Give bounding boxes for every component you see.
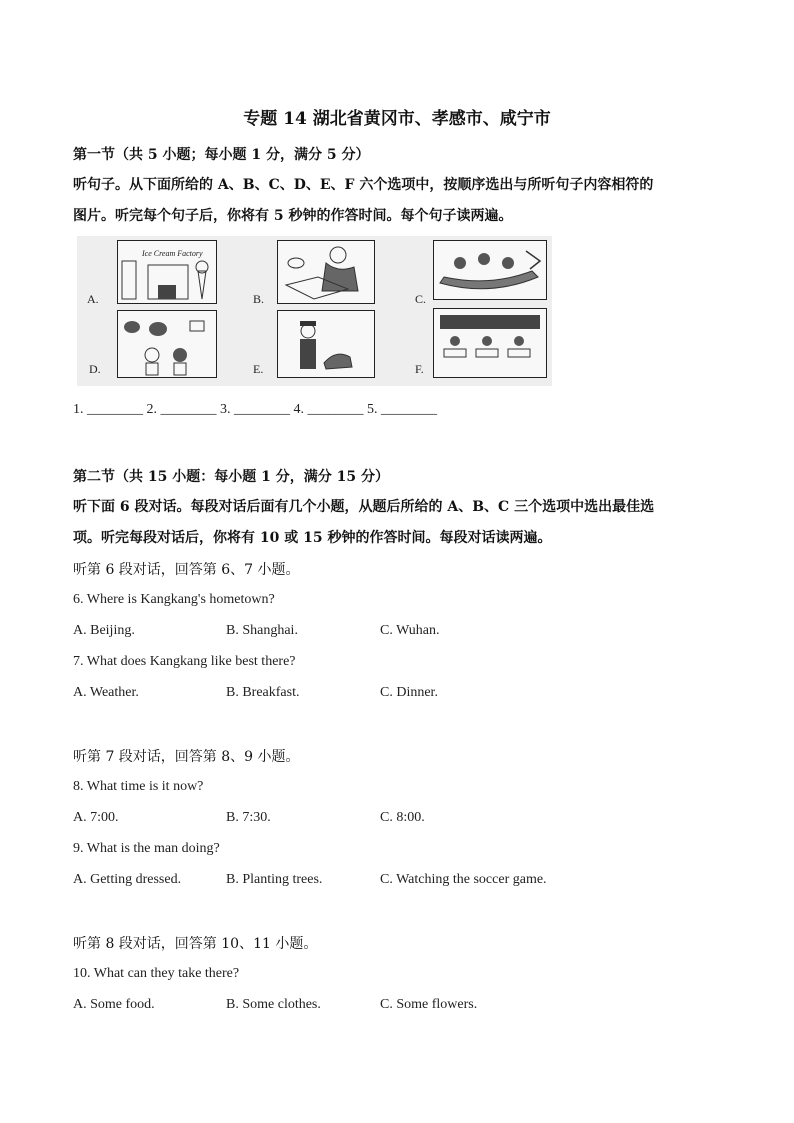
figure-label-c: C. [415, 292, 427, 306]
question-9-option-a: A. Getting dressed. [73, 872, 182, 887]
dialogue-8-intro: 听第 8 段对话，回答第 10、11 小题。 [73, 936, 318, 952]
page-title: 专题 14 湖北省黄冈市、孝感市、咸宁市 [243, 109, 551, 129]
policeman-dog-illustration [278, 311, 374, 377]
picture-e-policeman-dog [277, 310, 375, 378]
question-9-option-c: C. Watching the soccer game. [380, 872, 547, 887]
figure-label-e: E. [253, 362, 264, 376]
section2-instructions-line1: 听下面 6 段对话。每段对话后面有几个小题，从题后所给的 A、B、C 三个选项中选出最佳选 [73, 499, 655, 515]
question-9: 9. What is the man doing? [73, 841, 220, 856]
dialogue-7-intro: 听第 7 段对话，回答第 8、9 小题。 [73, 749, 300, 765]
question-10-option-a: A. Some food. [73, 997, 155, 1012]
figure-label-f: F. [415, 362, 424, 376]
woman-cooking-illustration [278, 241, 374, 303]
question-7-option-a: A. Weather. [73, 685, 139, 700]
question-8-option-b: B. 7:30. [226, 810, 271, 825]
dragon-boat-illustration [434, 241, 546, 299]
question-10: 10. What can they take there? [73, 966, 240, 981]
question-9-option-b: B. Planting trees. [226, 872, 323, 887]
question-6-option-b: B. Shanghai. [226, 623, 298, 638]
question-8-option-a: A. 7:00. [73, 810, 119, 825]
ice-cream-factory-sign: Ice Cream Factory [142, 249, 203, 258]
question-7-option-b: B. Breakfast. [226, 685, 300, 700]
question-6-option-a: A. Beijing. [73, 623, 135, 638]
question-10-option-b: B. Some clothes. [226, 997, 321, 1012]
picture-b-cooking [277, 240, 375, 304]
dialogue-6-intro: 听第 6 段对话，回答第 6、7 小题。 [73, 562, 300, 578]
section1-heading: 第一节（共 5 小题；每小题 1 分，满分 5 分） [73, 147, 370, 163]
figure-label-d: D. [89, 362, 101, 376]
listening-picture-set [77, 236, 552, 386]
section2-instructions-line2: 项。听完每段对话后，你将有 10 或 15 秒钟的作答时间。每段对话读两遍。 [73, 530, 552, 546]
figure-label-a: A. [87, 292, 99, 306]
question-8-option-c: C. 8:00. [380, 810, 425, 825]
picture-a-ice-cream-factory [117, 240, 217, 304]
section2-heading: 第二节（共 15 小题：每小题 1 分，满分 15 分） [73, 469, 389, 485]
question-10-option-c: C. Some flowers. [380, 997, 478, 1012]
question-6-option-c: C. Wuhan. [380, 623, 440, 638]
section1-instructions-line1: 听句子。从下面所给的 A、B、C、D、E、F 六个选项中，按顺序选出与所听句子内容相符的 [73, 177, 654, 193]
section1-answer-blanks: 1. ________ 2. ________ 3. ________ 4. ________ 5. ________ [73, 402, 437, 417]
picture-f-classroom [433, 308, 547, 378]
picture-c-dragon-boat [433, 240, 547, 300]
classroom-illustration [434, 309, 546, 377]
question-6: 6. Where is Kangkang's hometown? [73, 592, 275, 607]
question-8: 8. What time is it now? [73, 779, 204, 794]
lanterns-children-illustration [118, 311, 216, 377]
figure-label-b: B. [253, 292, 265, 306]
section1-instructions-line2: 图片。听完每个句子后，你将有 5 秒钟的作答时间。每个句子读两遍。 [73, 208, 513, 224]
picture-d-lanterns [117, 310, 217, 378]
question-7: 7. What does Kangkang like best there? [73, 654, 296, 669]
question-7-option-c: C. Dinner. [380, 685, 438, 700]
